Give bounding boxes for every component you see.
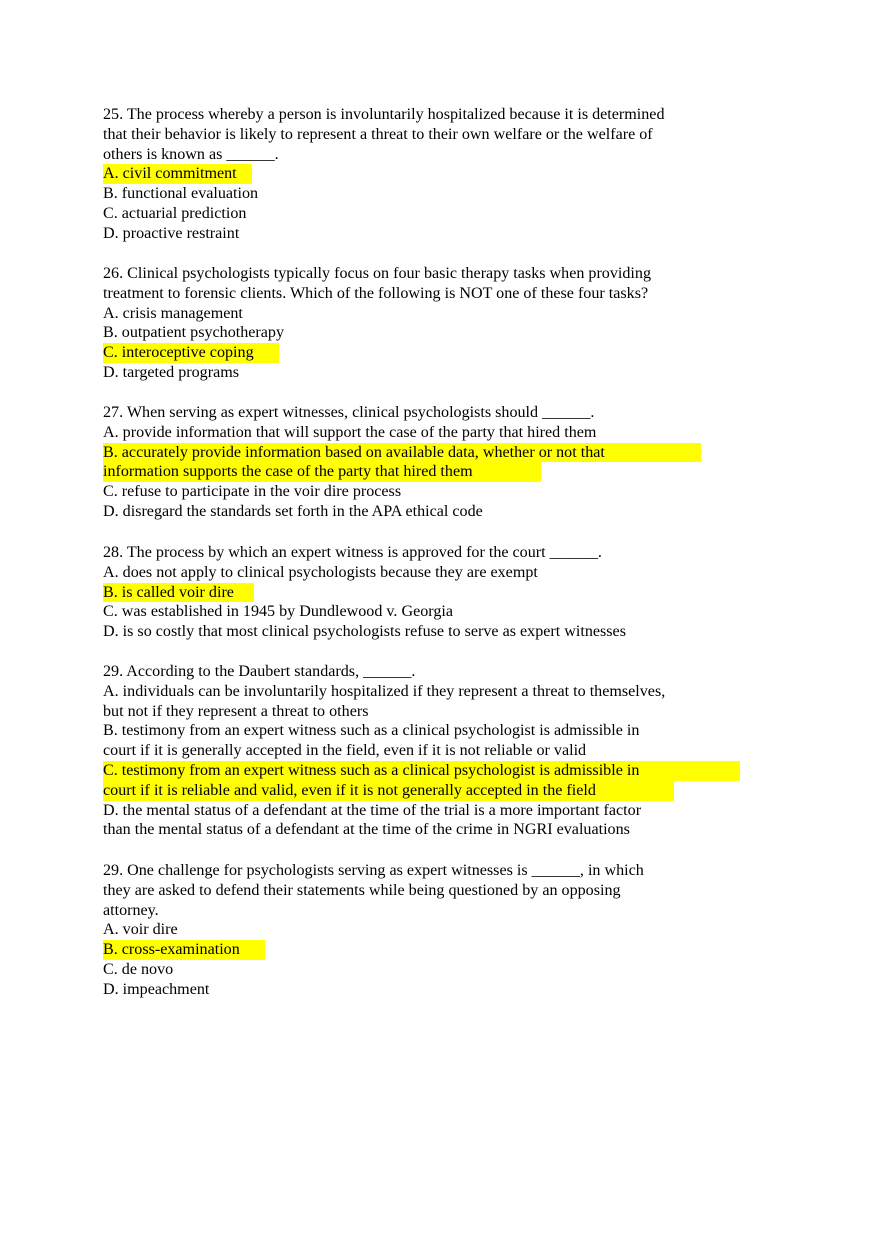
question-text-line: they are asked to defend their statements while being questioned by an opposing <box>103 881 621 899</box>
answer-option-c: C. actuarial prediction <box>103 204 247 222</box>
answer-option-c <box>103 343 651 363</box>
answer-option-a <box>103 164 665 184</box>
answer-option-b: B. functional evaluation <box>103 185 259 203</box>
highlighted-answer: A. civil commitment <box>103 164 252 184</box>
answer-option-a-cont: but not if they represent a threat to others <box>103 702 369 720</box>
answer-option-b-cont <box>103 462 701 482</box>
answer-option-a: A. does not apply to clinical psychologists because they are exempt <box>103 563 538 581</box>
answer-option-c <box>103 761 740 781</box>
question-text-line: 29. One challenge for psychologists serving as expert witnesses is ______, in which <box>103 862 644 879</box>
answer-option-d: D. targeted programs <box>103 363 240 381</box>
highlighted-answer: C. interoceptive coping <box>103 343 279 363</box>
question-text-line: attorney. <box>103 901 159 919</box>
answer-option-d-cont: than the mental status of a defendant at the time of the crime in NGRI evaluations <box>103 821 630 839</box>
highlighted-answer: B. is called voir dire <box>103 583 254 603</box>
question-25 <box>103 105 665 244</box>
question-text-line: 25. The process whereby a person is involuntarily hospitalized because it is determined <box>103 106 665 123</box>
question-29-daubert <box>103 662 740 840</box>
highlighted-answer: information supports the case of the party that hired them <box>103 462 541 482</box>
answer-option-d: D. is so costly that most clinical psychologists refuse to serve as expert witnesses <box>103 623 626 641</box>
question-29-challenge <box>103 861 644 1000</box>
answer-option-c: C. refuse to participate in the voir dire process <box>103 483 402 501</box>
answer-option-d: D. disregard the standards set forth in the APA ethical code <box>103 502 483 520</box>
question-text-line: 26. Clinical psychologists typically focus on four basic therapy tasks when providing <box>103 265 651 282</box>
answer-option-d: D. impeachment <box>103 980 210 998</box>
answer-option-a: A. crisis management <box>103 304 243 322</box>
answer-option-b: B. outpatient psychotherapy <box>103 324 285 342</box>
answer-option-c: C. de novo <box>103 960 174 978</box>
answer-option-a: A. individuals can be involuntarily hospitalized if they represent a threat to themselves, <box>103 682 666 700</box>
answer-option-d: D. the mental status of a defendant at the time of the trial is a more important factor <box>103 801 642 819</box>
highlighted-answer: C. testimony from an expert witness such as a clinical psychologist is admissible in <box>103 761 740 781</box>
answer-option-b <box>103 443 701 463</box>
highlighted-answer: B. accurately provide information based on available data, whether or not that <box>103 443 701 463</box>
answer-option-a: A. voir dire <box>103 921 178 939</box>
question-26 <box>103 264 651 383</box>
answer-option-a: A. provide information that will support the case of the party that hired them <box>103 423 597 441</box>
question-text-line: 28. The process by which an expert witness is approved for the court ______. <box>103 544 602 561</box>
question-text-line: 29. According to the Daubert standards, ______. <box>103 663 416 680</box>
highlighted-answer: court if it is reliable and valid, even if it is not generally accepted in the field <box>103 781 674 801</box>
question-28 <box>103 543 626 642</box>
answer-option-d: D. proactive restraint <box>103 224 240 242</box>
question-27 <box>103 403 701 522</box>
answer-option-c: C. was established in 1945 by Dundlewood v. Georgia <box>103 603 453 621</box>
question-text-line: 27. When serving as expert witnesses, clinical psychologists should ______. <box>103 404 595 421</box>
answer-option-c-cont <box>103 781 740 801</box>
question-text-line: others is known as ______. <box>103 145 279 163</box>
highlighted-answer: B. cross-examination <box>103 940 265 960</box>
answer-option-b <box>103 940 644 960</box>
question-text-line: treatment to forensic clients. Which of the following is NOT one of these four tasks? <box>103 284 649 302</box>
answer-option-b-cont: court if it is generally accepted in the field, even if it is not reliable or valid <box>103 742 587 760</box>
question-text-line: that their behavior is likely to represent a threat to their own welfare or the welfare of <box>103 125 653 143</box>
answer-option-b <box>103 583 626 603</box>
answer-option-b: B. testimony from an expert witness such as a clinical psychologist is admissible in <box>103 722 640 740</box>
